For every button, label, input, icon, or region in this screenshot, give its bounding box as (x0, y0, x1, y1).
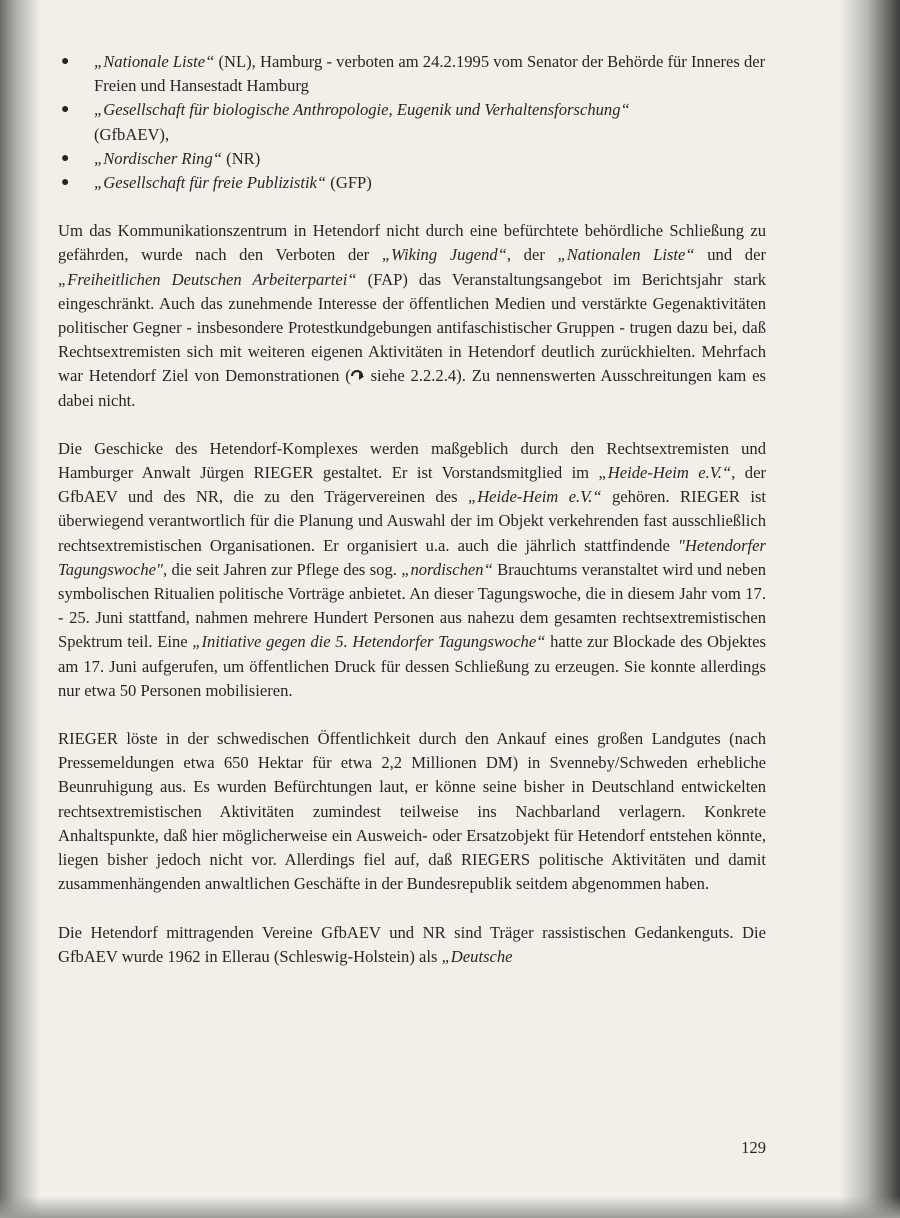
page-number: 129 (741, 1138, 766, 1157)
organization-list (58, 50, 766, 195)
paragraph-hetendorf-events: Um das Kommunikationszentrum in Hetendorf nicht durch eine befürchtete behördliche Schließung zu gefährden, wurde nach den Verboten der „Wiking Jugend“, der „Nationalen Liste“ und der „Freiheitlichen Deutschen Arbeiterpartei“ (FAP) das Veranstaltungsangebot im Berichtsjahr stark eingeschränkt. Auch das zunehmende Interesse der öffentlichen Medien und verstärkte Gegenaktivitäten politischer Gegner - insbesondere Protestkundgebungen antifaschistischer Gruppen - trugen dazu bei, daß Rechtsextremisten sich mit weiteren eigenen Aktivitäten in Hetendorf deutlich zurückhielten. Mehrfach war Hetendorf Ziel von Demonstrationen ( siehe 2.2.2.4). Zu nennenswerten Ausschreitungen kam es dabei nicht. (58, 221, 767, 410)
bullet-icon: ● (61, 150, 70, 166)
paragraph-gfbaev: Die Hetendorf mittragenden Vereine GfbAEV und NR sind Träger rassistischen Gedankenguts. Die GfbAEV wurde 1962 in Ellerau (Schleswig-Holstein) als „Deutsche (58, 922, 766, 966)
list-item: ● „Gesellschaft für freie Publizistik“ (GFP) (58, 171, 766, 195)
bullet-icon: ● (61, 102, 70, 118)
list-item: ● „Gesellschaft für biologische Anthropologie, Eugenik und Verhaltensforschung“ (GfbAEV), (61, 100, 630, 144)
bullet-icon: ● (61, 54, 70, 69)
bullet-icon: ● (61, 175, 70, 191)
paragraph-rieger-role: Die Geschicke des Hetendorf-Komplexes werden maßgeblich durch den Rechtsextremisten und Hamburger Anwalt Jürgen RIEGER gestaltet. Er ist Vorstandsmitglied im „Heide-Heim e.V.“, der GfbAEV und des NR, die zu den Trägervereinen des „Heide-Heim e.V.“ gehören. RIEGER ist überwiegend verantwortlich für die Planung und Auswahl der im Objekt verkehrenden fast ausschließlich rechtsextremistischen Organisationen. Er organisiert u.a. auch die jährlich stattfindende "Hetendorfer Tagungswoche", die seit Jahren zur Pflege des sog. „nordischen“ Brauchtums veranstaltet wird und neben symbolischen Ritualien politische Vorträge anbietet. An dieser Tagungswoche, die in diesem Jahr vom 17. - 25. Juni stattfand, nahmen mehrere Hundert Personen aus nahezu dem gesamten rechtsextremistischen Spektrum teil. Eine „Initiative gegen die 5. Hetendorfer Tagungswoche“ hatte zur Blockade des Objektes am 17. Juni aufgerufen, um öffentlichen Druck für dessen Schließung zu erzeugen. Sie konnte allerdings nur etwa 50 Personen mobilisieren. (58, 438, 767, 700)
scan-shadow-left (0, 0, 40, 1218)
paragraph-gap (58, 195, 766, 219)
scan-shadow-right (840, 0, 900, 1218)
list-item: ● „Nationale Liste“ (NL), Hamburg - verboten am 24.2.1995 vom Senator der Behörde für Inneres der Freien und Hansestadt Hamburg (61, 52, 766, 96)
scan-shadow-bottom (0, 1196, 900, 1218)
paragraph-sweden: RIEGER löste in der schwedischen Öffentlichkeit durch den Ankauf eines großen Landgutes (nach Pressemeldungen etwa 650 Hektar für etwa 2,2 Millionen DM) in Svenneby/Schweden erhebliche Beunruhigung aus. Es wurden Befürchtungen laut, er könne seine bisher in Deutschland entwickelten rechtsextremistischen Aktivitäten zumindest teilweise ins Nachbarland verlagern. Konkrete Anhaltspunkte, daß hier möglicherweise ein Ausweich- oder Ersatzobjekt für Hetendorf entstehen könnte, liegen bisher jedoch nicht vor. Allerdings fiel auf, daß RIEGERS politische Aktivitäten und damit zusammenhängenden anwaltlichen Geschäfte in der Bundesrepublik seitdem abgenommen haben. (58, 729, 766, 894)
list-item: ● „Nordischer Ring“ (NR) (58, 147, 766, 171)
paragraph-gap (58, 897, 766, 921)
cross-reference-arrow-icon (351, 370, 365, 382)
paragraph-gap (58, 413, 766, 437)
paragraph-gap (58, 703, 766, 727)
page-content (58, 50, 767, 1157)
